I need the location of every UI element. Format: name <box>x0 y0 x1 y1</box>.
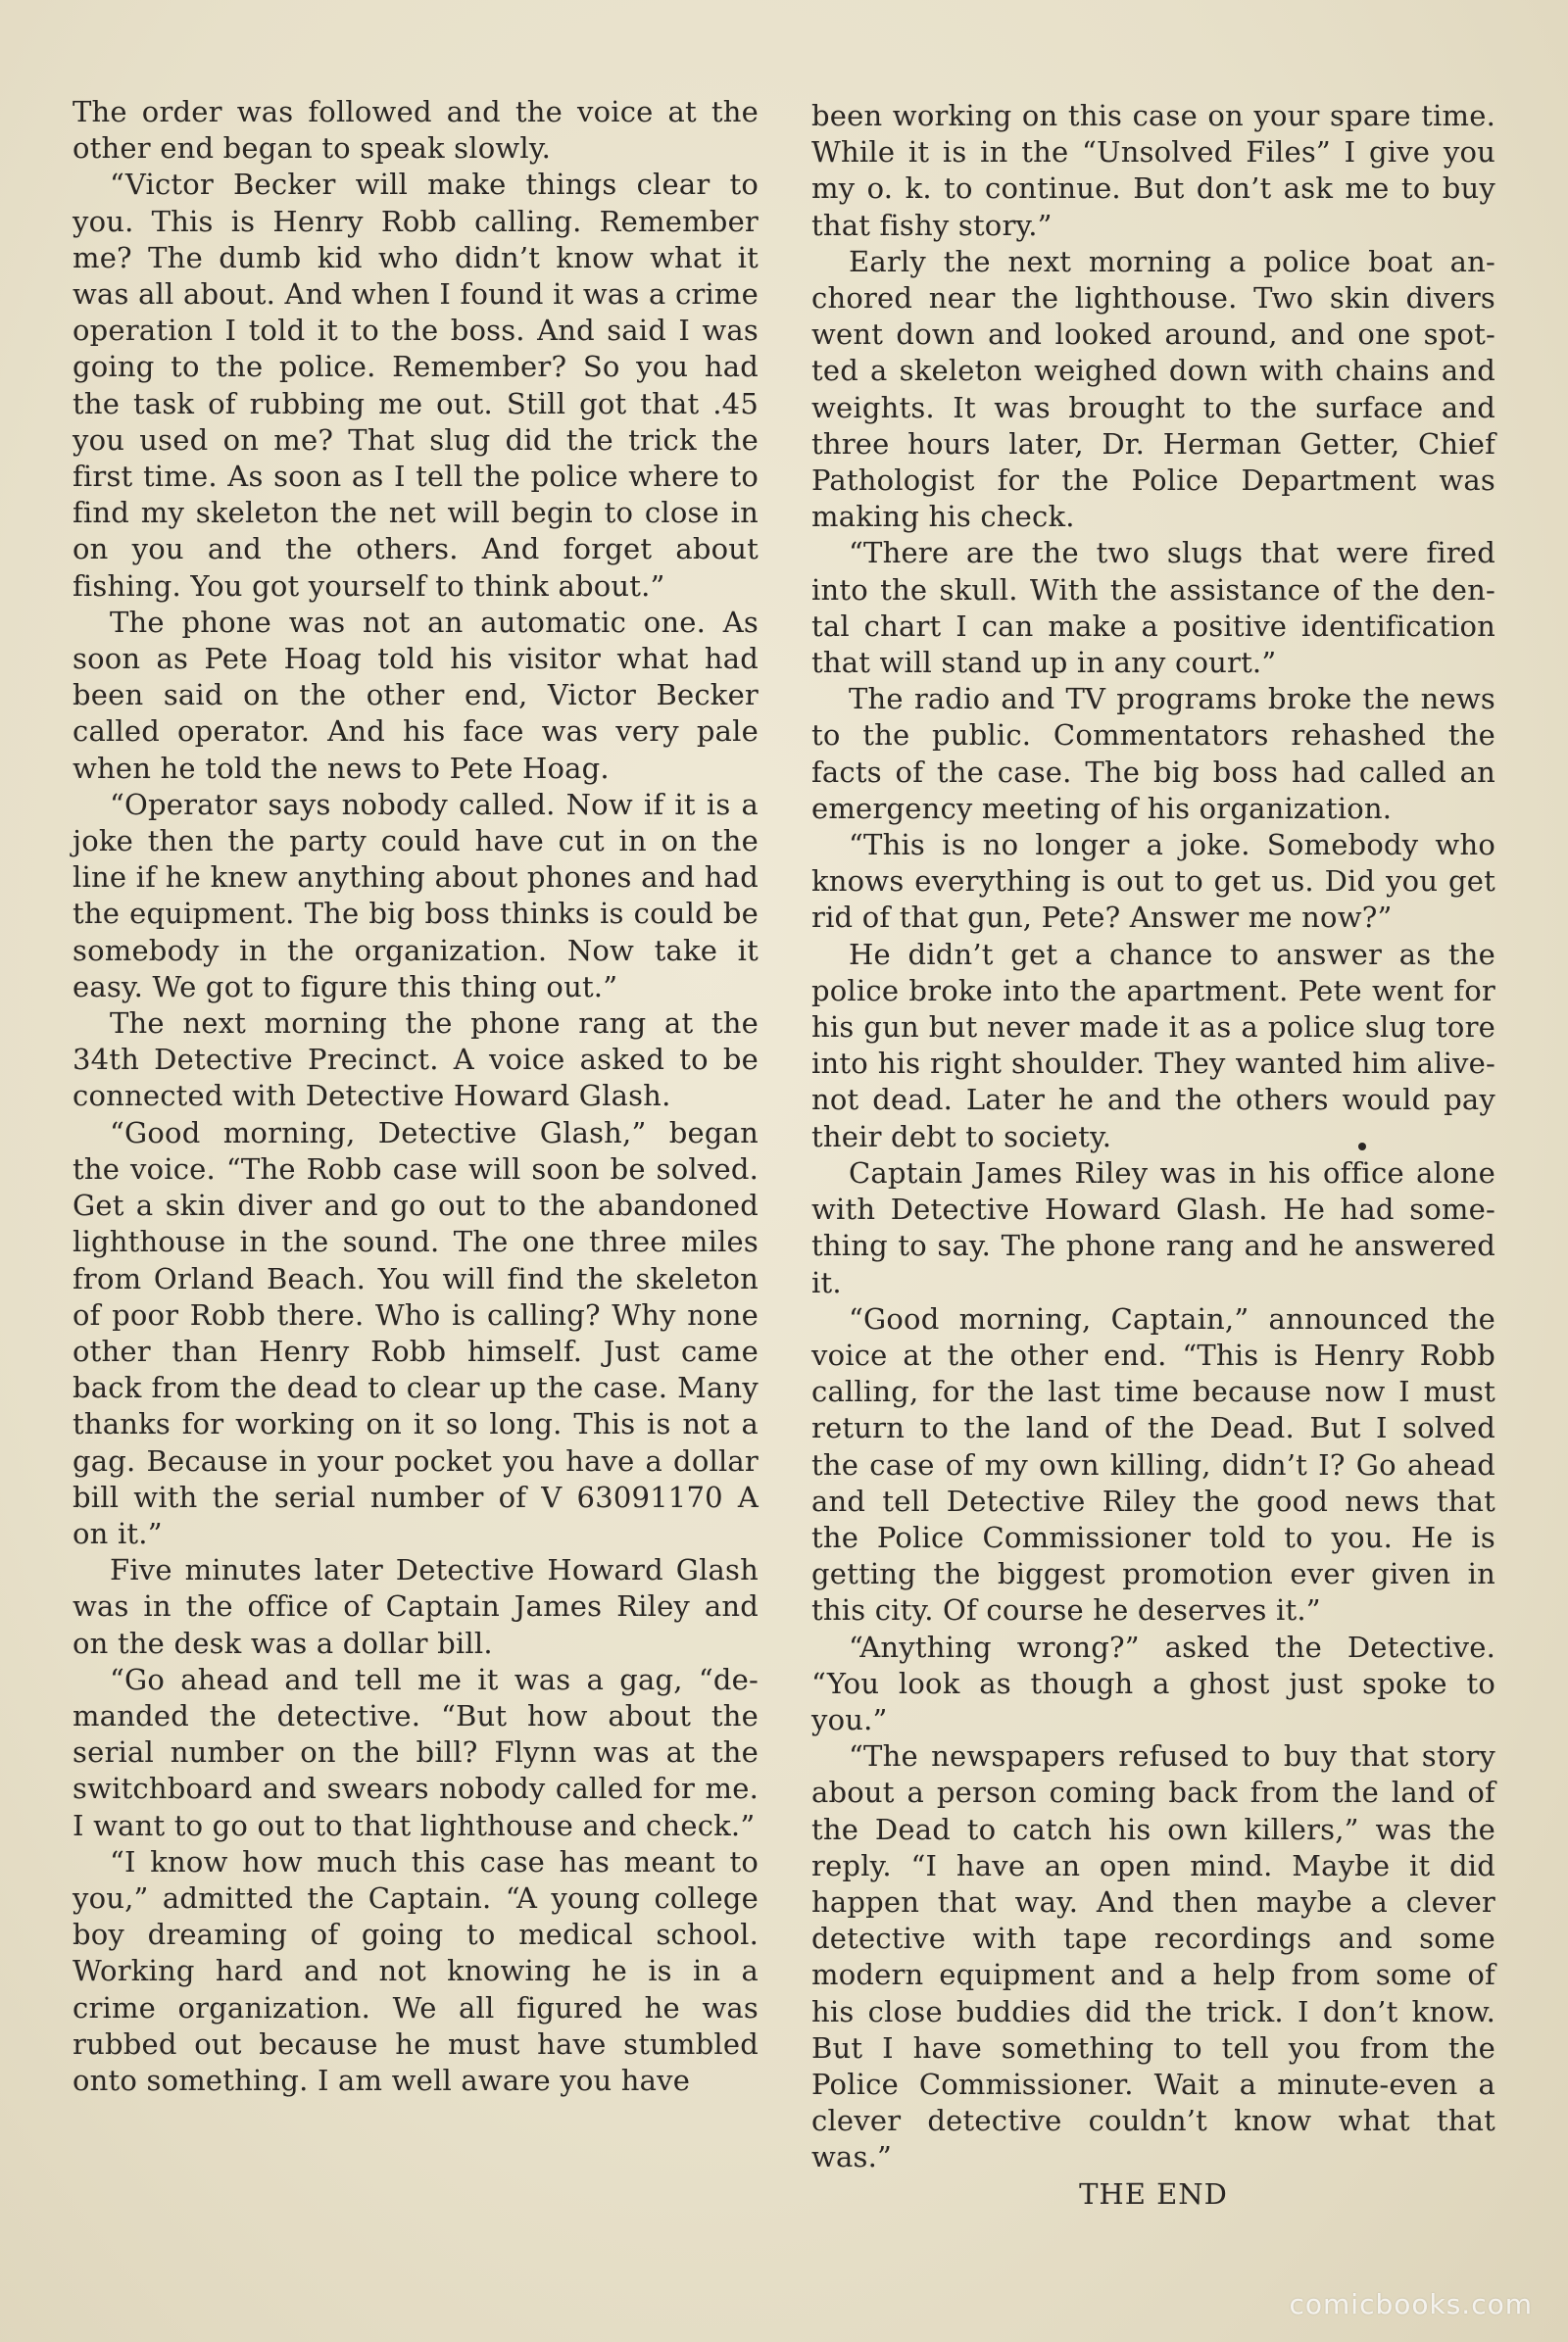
paragraph: “I know how much this case has meant to you,” admitted the Captain. “A young college boy dreaming of going to medical school. Working hard and not knowing he is in a crime organization. We all figured he was rubbed out because he must have stumbled onto something. I am well aware you have <box>73 1844 759 2097</box>
the-end-label: THE END <box>1079 2176 1228 2211</box>
watermark: comicbooks.com <box>1289 2288 1533 2320</box>
paragraph: The radio and TV programs broke the news to the public. Commentators rehashed the facts of the case. The big boss had called an emergency meeting of his organization. <box>811 682 1495 825</box>
paragraph: “Anything wrong?” asked the Detective. “You look as though a ghost just spoke to you.” <box>811 1630 1495 1736</box>
paragraph: Five minutes later Detective Howard Glash was in the office of Captain James Riley and on the desk was a dollar bill. <box>73 1553 759 1660</box>
paragraph: “Go ahead and tell me it was a gag, “de- manded the detective. “But how about the serial number on the bill? Flynn was at the switchboard and swears nobody called for me. I want to go out to that lighthouse and check.” <box>73 1662 759 1842</box>
paragraph: “Operator says nobody called. Now if it is a joke then the party could have cut in on the line if he knew anything about phones and had the equipment. The big boss thinks is could be somebody in the organization. Now take it easy. We got to figure this thing out.” <box>73 787 759 1003</box>
paragraph: “This is no longer a joke. Somebody who knows everything is out to get us. Did you get rid of that gun, Pete? Answer me now?” <box>811 828 1495 935</box>
ink-speck <box>1358 1143 1366 1150</box>
paragraph: The order was followed and the voice at the other end began to speak slowly. <box>73 95 759 166</box>
paragraph: The next morning the phone rang at the 34th Detective Precinct. A voice asked to be connected with Detective Howard Glash. <box>73 1006 759 1113</box>
paragraph: He didn’t get a chance to answer as the police broke into the apartment. Pete went for his gun but never made it as a police slug tore into his right shoulder. They wanted him alive-not dead. Later he and the others would pay their debt to society. <box>811 937 1495 1153</box>
paragraph: been working on this case on your spare time. While it is in the “Unsolved Files” I give you my o. k. to continue. But don’t ask me to buy that fishy story.” <box>811 99 1495 242</box>
paragraph: Captain James Riley was in his office alone with Detective Howard Glash. He had some- thing to say. The phone rang and he answered it. <box>811 1155 1495 1299</box>
paragraph: “Victor Becker will make things clear to you. This is Henry Robb calling. Remember me? The dumb kid who didn’t know what it was all about. And when I found it was a crime operation I told it to the boss. And said I was going to the police. Remember? So you had the task of rubbing me out. Still got that .45 you used on me? That slug did the trick the first time. As soon as I tell the police where to find my skeleton the net will begin to close in on you and the others. And forget about fishing. You got yourself to think about.” <box>73 168 759 603</box>
left-column <box>73 94 759 2099</box>
paragraph: “Good morning, Detective Glash,” began the voice. “The Robb case will soon be solved. Get a skin diver and go out to the abandoned lighthouse in the sound. The one three miles from Orland Beach. You will find the skeleton of poor Robb there. Who is calling? Why none other than Henry Robb himself. Just came back from the dead to clear up the case. Many thanks for working on it so long. This is not a gag. Because in your pocket you have a dollar bill with the serial number of V 63091170 A on it.” <box>73 1115 759 1550</box>
paragraph: Early the next morning a police boat an- chored near the lighthouse. Two skin divers went down and looked around, and one spot- ted a skeleton weighed down with chains and weights. It was brought to the surface and three hours later, Dr. Herman Getter, Chief Pathologist for the Police Department was making his check. <box>811 244 1495 534</box>
paragraph: The phone was not an automatic one. As soon as Pete Hoag told his visitor what had been said on the other end, Victor Becker called operator. And his face was very pale when he told the news to Pete Hoag. <box>73 605 759 785</box>
paragraph: “Good morning, Captain,” announced the voice at the other end. “This is Henry Robb calling, for the last time because now I must return to the land of the Dead. But I solved the case of my own killing, didn’t I? Go ahead and tell Detective Riley the good news that the Police Commissioner told to you. He is getting the biggest promotion ever given in this city. Of course he deserves it.” <box>811 1301 1495 1628</box>
paragraph: “There are the two slugs that were fired into the skull. With the assistance of the den- tal chart I can make a positive identification that will stand up in any court.” <box>811 536 1495 680</box>
paragraph: “The newspapers refused to buy that story about a person coming back from the land of the Dead to catch his own killers,” was the reply. “I have an open mind. Maybe it did happen that way. And then maybe a clever detective with tape recordings and some modern equipment and a help from some of his close buddies did the trick. I don’t know. But I have something to tell you from the Police Commissioner. Wait a minute-even a clever detective couldn’t know what that was.” <box>811 1739 1495 2174</box>
right-column <box>811 98 1495 2213</box>
